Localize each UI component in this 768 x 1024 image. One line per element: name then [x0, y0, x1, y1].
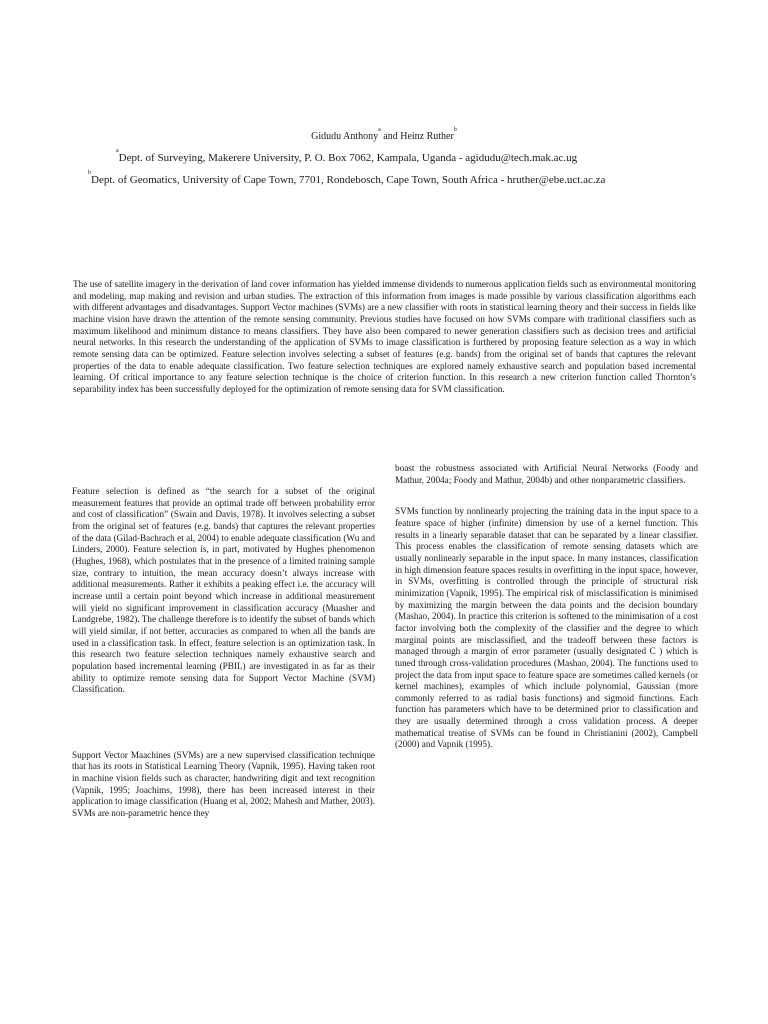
- right-column: [395, 463, 698, 751]
- paragraph-feature-selection: Feature selection is defined as “the search for a subset of the original measurement features that provide an optimal trade off between probability error and cost of classification” (Swain and Davis, 1978). It involves selecting a subset from the original set of features (e.g. bands) that captures the relevant properties of the data (Gilad-Bachrach et al, 2004) to enable adequate classification (Wu and Linders, 2000). Feature selection is, in part, motivated by Hughes phenomenon (Hughes, 1968), which postulates that in the presence of a limited training sample size, contrary to intuition, the mean accuracy doesn’t always increase with additional measurements. Rather it exhibits a peaking effect i.e. the accuracy will increase until a certain point beyond which increase in additional measurement will yield no significant improvement in classification accuracy (Muasher and Landgrebe, 1982). The challenge therefore is to identify the subset of bands which will yield similar, if not better, accuracies as compared to when all the bands are used in a classification task. In effect, feature selection is an optimization task. In this research two feature selection techniques namely exhaustive search and population based incremental learning (PBIL) are investigated in as far as their ability to optimize remote sensing data for Support Vector Machine (SVM) Classification.: [72, 486, 375, 695]
- author-name-b: and Heinz Ruther: [380, 131, 454, 142]
- abstract: The use of satellite imagery in the derivation of land cover information has yielded immense dividends to numerous application fields such as environmental monitoring and modeling, map making and revision and urban studies. The extraction of this information from images is made possible by various classification algorithms each with different advantages and disadvantages. Support Vector machines (SVMs) are a new classifier with roots in statistical learning theory and their success in fields like machine vision have drawn the attention of the remote sensing community. Previous studies have focused on how SVMs compare with traditional classifiers such as maximum likelihood and minimum distance to means classifiers. They have also been compared to newer generation classifiers such as decision trees and artificial neural networks. In this research the understanding of the application of SVMs to image classification is furthered by proposing feature selection as a way in which remote sensing data can be optimized. Feature selection involves selecting a subset of features (e.g. bands) from the original set of bands that captures the relevant properties of the data to enable adequate classification. Two feature selection techniques are explored namely exhaustive search and population based incremental learning. Of critical importance to any feature selection technique is the choice of criterion function. In this research a new criterion function called Thornton’s separability index has been successfully deployed for the optimization of remote sensing data for SVM classification.: [73, 279, 696, 394]
- affiliation-marker-b: b: [453, 126, 457, 133]
- paragraph-svm-function: SVMs function by nonlinearly projecting the training data in the input space to a feature space of higher (infinite) dimension by use of a kernel function. This results in a linearly separable dataset that can be separated by a linear classifier. This process enables the classification of remote sensing datasets which are usually nonlinearly separable in the input space. In many instances, classification in high dimension feature spaces results in overfitting in the input space, however, in SVMs, overfitting is controlled through the principle of structural risk minimization (Vapnik, 1995). The empirical risk of misclassification is minimised by maximizing the margin between the data points and the decision boundary (Mashao, 2004). In practice this criterion is softened to the minimisation of a cost factor involving both the complexity of the classifier and the degree to which marginal points are misclassified, and the tradeoff between these factors is managed through a margin of error parameter (usually designated C ) which is tuned through cross-validation procedures (Mashao, 2004). The functions used to project the data from input space to feature space are sometimes called kernels (or kernel machines), examples of which include polynomial, Gaussian (more commonly referred to as radial basis functions) and sigmoid functions. Each function has parameters which have to be determined prior to classification and they are usually determined through a cross validation process. A deeper mathematical treatise of SVMs can be found in Christianini (2002), Campbell (2000) and Vapnik (1995).: [395, 506, 698, 750]
- affiliation-marker-a: a: [378, 126, 381, 133]
- affiliation-a: [116, 150, 577, 166]
- affiliation-a-text: Dept. of Surveying, Makerere University, P. O. Box 7062, Kampala, Uganda - agidudu@tech.mak.ac.ug: [118, 152, 578, 164]
- affiliation-a-marker: a: [116, 148, 119, 155]
- affiliation-b-text: Dept. of Geomatics, University of Cape Town, 7701, Rondebosch, Cape Town, South Africa - hruther@ebe.uct.ac.za: [91, 174, 606, 186]
- paragraph-svm-continued: boast the robustness associated with Artificial Neural Networks (Foody and Mathur, 2004a; Foody and Mathur, 2004b) and other nonparametric classifiers.: [395, 463, 698, 485]
- affiliation-b-marker: b: [88, 170, 91, 177]
- left-column: [72, 486, 375, 820]
- author-name-a: Gidudu Anthony: [311, 131, 379, 142]
- affiliation-b: [88, 172, 605, 188]
- author-line: [0, 126, 768, 144]
- paragraph-svm-intro: Support Vector Maachines (SVMs) are a new supervised classification technique that has its roots in Statistical Learning Theory (Vapnik, 1995). Having taken root in machine vision fields such as character, handwriting digit and text recognition (Vapnik, 1995; Joachims, 1998), there has been increased interest in their application to image classification (Huang et al, 2002; Mahesh and Mather, 2003). SVMs are non-parametric hence they: [72, 749, 375, 819]
